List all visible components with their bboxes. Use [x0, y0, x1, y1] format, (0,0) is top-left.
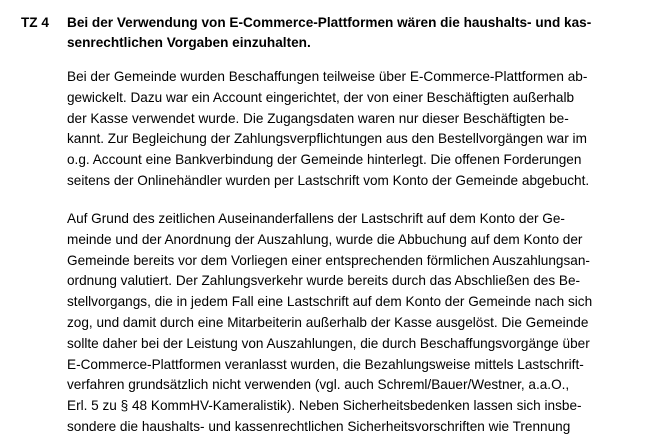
text-line: seitens der Onlinehändler wurden per Lastschrift vom Konto der Gemeinde abgebucht. — [67, 172, 590, 188]
text-line: Erl. 5 zu § 48 KommHV-Kameralistik). Neben Sicherheitsbedenken lassen sich insbe- — [67, 398, 582, 414]
text-line: meinde und der Anordnung der Auszahlung, wurde die Abbuchung auf dem Konto der — [67, 231, 583, 247]
text-line: Gemeinde bereits vor dem Vorliegen einer entsprechenden förmlichen Auszahlungsan- — [67, 252, 590, 268]
text-line: stellvorgangs, die in jedem Fall eine Lastschrift auf dem Konto der Gemeinde nach sich — [67, 294, 593, 310]
text-line: der Kasse verwendet wurde. Die Zugangsdaten waren nur dieser Beschäftigten be- — [67, 110, 569, 126]
section-heading — [67, 13, 591, 53]
heading-line: senrechtlichen Vorgaben einzuhalten. — [67, 35, 311, 50]
paragraph-1 — [67, 67, 589, 192]
text-line: Auf Grund des zeitlichen Auseinanderfallens der Lastschrift auf dem Konto der Ge- — [67, 211, 565, 226]
text-line: kannt. Zur Begleichung der Zahlungsverpflichtungen aus den Bestellvorgängen war im — [67, 131, 587, 147]
text-line: zog, und damit durch eine Mitarbeiterin außerhalb der Kasse ausgelöst. Die Gemeinde — [67, 314, 589, 330]
text-line: o.g. Account eine Bankverbindung der Gemeinde hinterlegt. Die offenen Forderungen — [67, 152, 582, 168]
text-line: sondere die haushalts- und kassenrechtlichen Sicherheitsvorschriften wie Trennung — [67, 418, 571, 434]
text-line: verfahren grundsätzlich nicht verwenden (vgl. auch Schreml/Bauer/Westner, a.a.O., — [67, 377, 570, 393]
section-number: TZ 4 — [21, 15, 49, 30]
text-line: sollte daher bei der Leistung von Auszahlungen, die durch Beschaffungsvorgänge über — [67, 335, 590, 351]
text-line: gewickelt. Dazu war ein Account eingerichtet, der von einer Beschäftigten außerhalb — [67, 89, 575, 105]
text-line: E-Commerce-Plattformen veranlasst wurden, die Bezahlungsweise mittels Lastschrift- — [67, 356, 584, 372]
text-line: ordnung valutiert. Der Zahlungsverkehr wurde bereits durch das Abschließen des Be- — [67, 273, 581, 289]
text-line: Bei der Gemeinde wurden Beschaffungen teilweise über E-Commerce-Plattformen ab- — [67, 69, 588, 84]
paragraph-2 — [67, 209, 592, 438]
heading-line: Bei der Verwendung von E-Commerce-Plattformen wären die haushalts- und kas- — [67, 15, 592, 30]
